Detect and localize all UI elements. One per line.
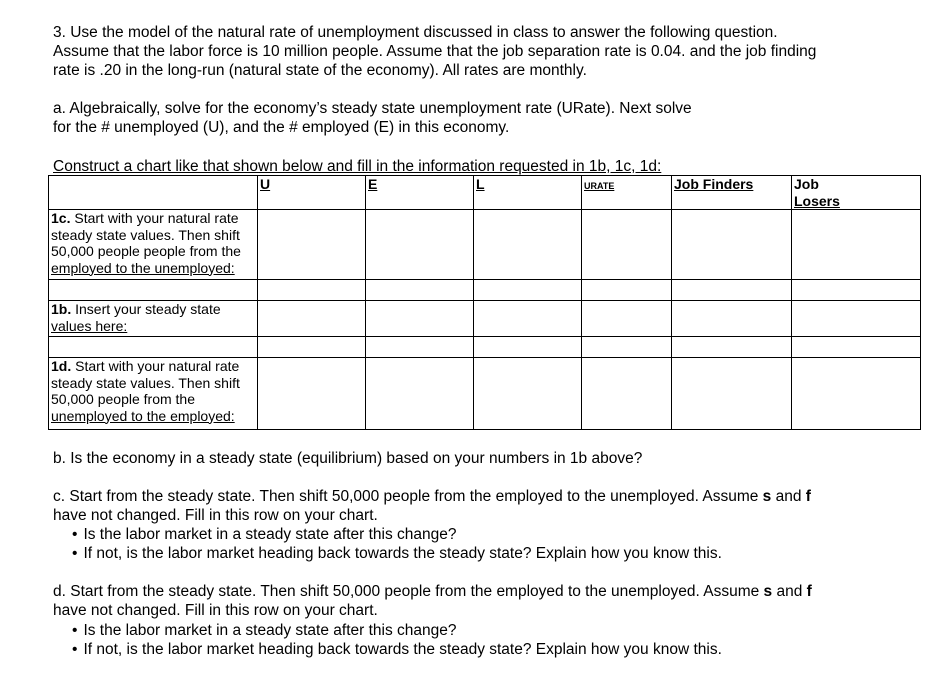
part-d-bullet: • If not, is the labor market heading back towards the steady state? Explain how you know this. [72, 640, 722, 659]
header-job-losers [792, 176, 921, 210]
row-label-1b: 1b. Insert your steady state values here: [49, 301, 258, 337]
part-a [53, 99, 692, 137]
cell-1d-u[interactable] [258, 358, 366, 430]
part-a-line: for the # unemployed (U), and the # employed (E) in this economy. [53, 119, 510, 136]
intro-line: Assume that the labor force is 10 million people. Assume that the job separation rate is 0.04. and the job finding [53, 43, 817, 60]
construct-instruction [53, 157, 661, 176]
cell-1c-u[interactable] [258, 210, 366, 280]
cell-1b-urate[interactable] [582, 301, 672, 337]
intro-line: rate is .20 in the long-run (natural state of the economy). All rates are monthly. [53, 62, 587, 79]
chart-gap-row [49, 337, 921, 358]
part-c-bullet: • If not, is the labor market heading back towards the steady state? Explain how you know this. [72, 544, 722, 563]
cell-1d-job-finders[interactable] [672, 358, 792, 430]
part-b-text: b. Is the economy in a steady state (equilibrium) based on your numbers in 1b above? [53, 450, 643, 467]
job-losers-line2: Losers [794, 192, 840, 209]
chart-row-1c [49, 210, 921, 280]
header-job-finders: Job Finders [672, 176, 792, 210]
header-l: L [474, 176, 582, 210]
s-symbol: s [762, 488, 772, 505]
cell-1c-l[interactable] [474, 210, 582, 280]
chart-row-1d [49, 358, 921, 430]
part-b [53, 449, 642, 468]
s-symbol: s [763, 583, 773, 600]
header-urate: URATE [582, 176, 672, 210]
cell-1d-job-losers[interactable] [792, 358, 921, 430]
header-u: U [258, 176, 366, 210]
cell-1c-job-losers[interactable] [792, 210, 921, 280]
cell-1d-l[interactable] [474, 358, 582, 430]
row-label-1c: 1c. Start with your natural rate steady state values. Then shift 50,000 people people from the employed to the unemployed: [49, 210, 258, 280]
part-c-line2: have not changed. Fill in this row on your chart. [53, 507, 378, 524]
part-c-bullet: • Is the labor market in a steady state after this change? [72, 525, 457, 544]
part-d-bullet: • Is the labor market in a steady state after this change? [72, 621, 457, 640]
chart-gap-row [49, 280, 921, 301]
cell-1b-e[interactable] [366, 301, 474, 337]
part-d-line2: have not changed. Fill in this row on your chart. [53, 602, 378, 619]
cell-1b-job-losers[interactable] [792, 301, 921, 337]
f-symbol: f [805, 488, 811, 505]
question-intro [53, 23, 816, 80]
construct-text: Construct a chart like that shown below and fill in the information requested in 1b, 1c, 1d: [53, 158, 662, 175]
chart-row-1b [49, 301, 921, 337]
cell-1c-job-finders[interactable] [672, 210, 792, 280]
part-c: c. Start from the steady state. Then shift 50,000 people from the employed to the unemployed. Assume s and f have not changed. Fill in this row on your chart. [53, 488, 811, 524]
cell-1d-e[interactable] [366, 358, 474, 430]
answer-chart [48, 175, 921, 430]
cell-1b-l[interactable] [474, 301, 582, 337]
header-blank [49, 176, 258, 210]
cell-1c-e[interactable] [366, 210, 474, 280]
chart-header-row [49, 176, 921, 210]
f-symbol: f [806, 583, 812, 600]
part-d: d. Start from the steady state. Then shift 50,000 people from the employed to the unemployed. Assume s and f have not changed. Fill in this row on your chart. [53, 583, 812, 619]
intro-line: 3. Use the model of the natural rate of unemployment discussed in class to answer the following question. [53, 24, 778, 41]
cell-1c-urate[interactable] [582, 210, 672, 280]
cell-1b-job-finders[interactable] [672, 301, 792, 337]
cell-1b-u[interactable] [258, 301, 366, 337]
row-label-1d: 1d. Start with your natural rate steady state values. Then shift 50,000 people from the unemployed to the employed: [49, 358, 258, 430]
cell-1d-urate[interactable] [582, 358, 672, 430]
header-e: E [366, 176, 474, 210]
job-losers-line1: Job [794, 176, 819, 192]
part-a-line: a. Algebraically, solve for the economy’s steady state unemployment rate (URate). Next solve [53, 100, 692, 117]
